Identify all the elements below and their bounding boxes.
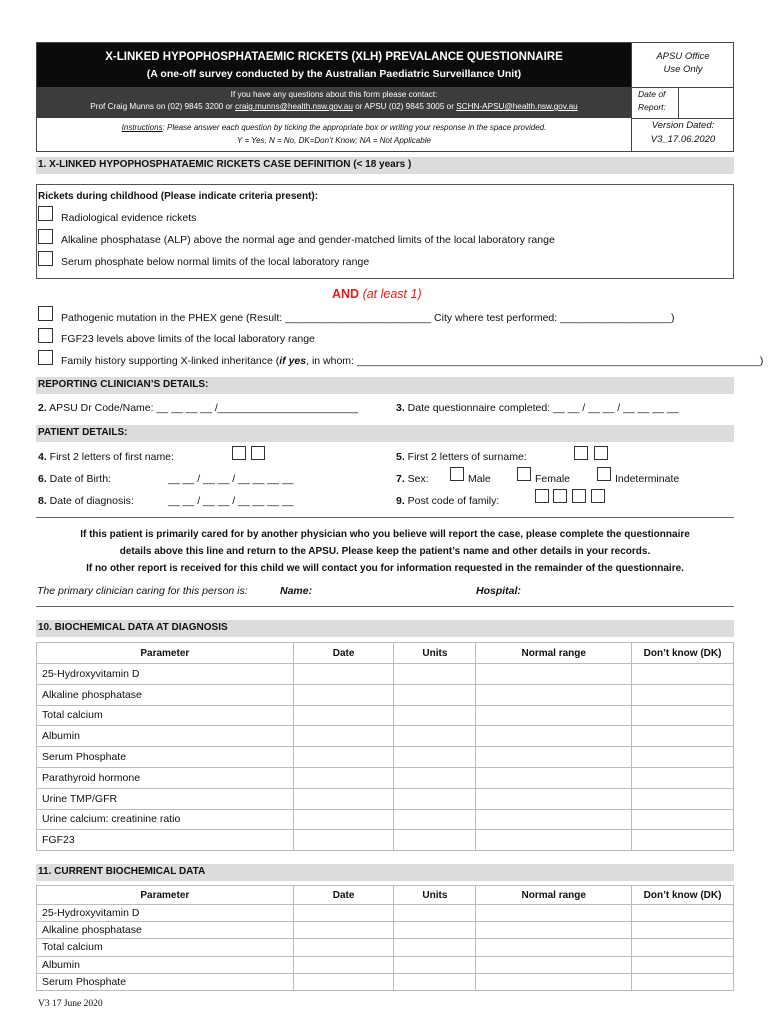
postcode-digit-4[interactable] (591, 489, 605, 503)
q5-number: 5. (396, 451, 405, 463)
col-normal-range: Normal range (476, 643, 632, 664)
form-title: X-LINKED HYPOPHOSPHATAEMIC RICKETS (XLH) PREVALANCE QUESTIONNAIRE (105, 51, 563, 63)
date-of-report-label (638, 89, 666, 112)
date-cell[interactable] (293, 956, 394, 973)
biochem-current-table (36, 885, 734, 991)
criteria-radiological-checkbox[interactable] (38, 206, 53, 221)
cut-line-bottom (36, 606, 734, 607)
parameter-cell: Serum Phosphate (37, 747, 294, 768)
sex-male-checkbox[interactable] (450, 467, 464, 481)
table-row (37, 726, 734, 747)
office-line-2: Use Only (663, 64, 703, 75)
units-cell[interactable] (394, 747, 476, 768)
normal-range-cell[interactable] (476, 705, 632, 726)
q8-label (38, 495, 134, 507)
notice-line-1: If this patient is primarily cared for by another physician who you believe will report the case, please complete the questionnaire (80, 529, 690, 540)
units-cell[interactable] (394, 922, 476, 939)
version-block (632, 120, 734, 145)
section-1-title: 1. X-LINKED HYPOPHOSPHATAEMIC RICKETS CASE DEFINITION (< 18 years ) (36, 157, 734, 174)
col-parameter: Parameter (37, 643, 294, 664)
notice-line-2: details above this line and return to the APSU. Please keep the patient’s name and other details in your records. (119, 546, 651, 557)
parameter-cell: 25-Hydroxyvitamin D (37, 664, 294, 685)
normal-range-cell[interactable] (476, 809, 632, 830)
table-row (37, 684, 734, 705)
units-cell[interactable] (394, 788, 476, 809)
date-cell[interactable] (293, 684, 394, 705)
units-cell[interactable] (394, 905, 476, 922)
notice-line-3: If no other report is received for this child we will contact you for information requested in the remainder of the questionnaire. (86, 563, 684, 574)
table-row (37, 705, 734, 726)
date-cell[interactable] (293, 767, 394, 788)
section-10-title: 10. BIOCHEMICAL DATA AT DIAGNOSIS (36, 620, 734, 637)
sex-male-label: Male (468, 473, 491, 485)
q9-number: 9. (396, 495, 405, 507)
parameter-cell: Total calcium (37, 705, 294, 726)
office-use-label (632, 51, 734, 75)
pathogenic-checkbox[interactable] (38, 306, 53, 321)
q5-label (396, 451, 527, 463)
cut-line-top (36, 517, 734, 518)
q7-text: Sex: (404, 473, 429, 485)
sex-female-label: Female (535, 473, 571, 485)
contact-prefix: Prof Craig Munns on (02) 9845 3200 or (90, 102, 236, 111)
and-at-least-label (332, 287, 422, 301)
q9-label (396, 495, 499, 507)
postcode-digit-3[interactable] (572, 489, 586, 503)
col-date: Date (293, 886, 394, 905)
form-subtitle: (A one-off survey conducted by the Australian Paediatric Surveillance Unit) (146, 68, 522, 80)
sex-female-checkbox[interactable] (517, 467, 531, 481)
date-cell[interactable] (293, 905, 394, 922)
units-cell[interactable] (394, 939, 476, 956)
date-of: Date of (638, 89, 666, 99)
parameter-cell: Serum Phosphate (37, 973, 294, 990)
col-normal-range: Normal range (476, 886, 632, 905)
col-units: Units (394, 886, 476, 905)
q7-number: 7. (396, 473, 405, 485)
sex-indeterminate-checkbox[interactable] (597, 467, 611, 481)
contact-email-munns[interactable]: craig.munns@health.nsw.gov.au (235, 102, 353, 111)
table-row (37, 922, 734, 939)
rickets-heading: Rickets during childhood (Please indicate criteria present): (38, 191, 319, 202)
patient-title: PATIENT DETAILS: (36, 425, 734, 442)
date-cell[interactable] (293, 939, 394, 956)
q8-text: Date of diagnosis: (46, 495, 134, 507)
dont-know-cell[interactable] (632, 788, 734, 809)
dont-know-cell[interactable] (632, 684, 734, 705)
normal-range-cell[interactable] (476, 684, 632, 705)
at-least-label: (at least 1) (359, 287, 422, 301)
units-cell[interactable] (394, 956, 476, 973)
q7-label (396, 473, 429, 485)
biochem-diagnosis-table (36, 642, 734, 851)
normal-range-cell[interactable] (476, 956, 632, 973)
parameter-cell: Parathyroid hormone (37, 767, 294, 788)
criteria-alp-checkbox[interactable] (38, 229, 53, 244)
dont-know-cell[interactable] (632, 830, 734, 851)
postcode-digit-1[interactable] (535, 489, 549, 503)
contact-block (37, 87, 631, 118)
col-parameter: Parameter (37, 886, 294, 905)
normal-range-cell[interactable] (476, 747, 632, 768)
primary-hospital-label: Hospital: (476, 585, 521, 597)
table-row (37, 747, 734, 768)
normal-range-cell[interactable] (476, 767, 632, 788)
q2-apsu-code[interactable] (38, 402, 358, 414)
normal-range-cell[interactable] (476, 922, 632, 939)
normal-range-cell[interactable] (476, 939, 632, 956)
first-name-letter-2[interactable] (251, 446, 265, 460)
date-cell[interactable] (293, 809, 394, 830)
units-cell[interactable] (394, 767, 476, 788)
answer-key: Y = Yes, N = No, DK=Don’t Know; NA = Not Applicable (237, 136, 431, 145)
q6-text: Date of Birth: (46, 473, 111, 485)
units-cell[interactable] (394, 664, 476, 685)
table-row (37, 788, 734, 809)
dont-know-cell[interactable] (632, 705, 734, 726)
diagnosis-date-field[interactable]: __ __ / __ __ / __ __ __ __ (168, 495, 294, 507)
reporting-title: REPORTING CLINICIAN’S DETAILS: (36, 377, 734, 394)
date-cell[interactable] (293, 726, 394, 747)
criteria-phosphate-label: Serum phosphate below normal limits of the local laboratory range (61, 256, 370, 268)
header-title-block (37, 43, 631, 87)
q6-number: 6. (38, 473, 47, 485)
table-row (37, 830, 734, 851)
pathogenic-label: Pathogenic mutation in the PHEX gene (Result: _________________________ City where test performed: ___________________) (61, 312, 675, 324)
dont-know-cell[interactable] (632, 809, 734, 830)
col-dont-know: Don’t know (DK) (632, 643, 734, 664)
dont-know-cell[interactable] (632, 664, 734, 685)
units-cell[interactable] (394, 973, 476, 990)
table-row (37, 664, 734, 685)
first-name-letter-1[interactable] (232, 446, 246, 460)
q8-number: 8. (38, 495, 47, 507)
fgf23-checkbox[interactable] (38, 328, 53, 343)
primary-name-label: Name: (280, 585, 313, 597)
parameter-cell: Alkaline phosphatase (37, 922, 294, 939)
section-11-title: 11. CURRENT BIOCHEMICAL DATA (36, 864, 734, 881)
instructions-text: : Please answer each question by ticking the appropriate box or writing your response in the space provided. (162, 123, 547, 132)
col-dont-know: Don’t know (DK) (632, 886, 734, 905)
parameter-cell: FGF23 (37, 830, 294, 851)
date-of-report-field[interactable] (679, 88, 733, 117)
q6-label (38, 473, 111, 485)
table-row (37, 956, 734, 973)
date-cell[interactable] (293, 830, 394, 851)
family-prefix: Family history supporting X-linked inheritance ( (61, 355, 280, 367)
contact-email-apsu[interactable]: SCHN-APSU@health.nsw.gov.au (456, 102, 578, 111)
normal-range-cell[interactable] (476, 973, 632, 990)
units-cell[interactable] (394, 705, 476, 726)
q2-number: 2. (38, 402, 47, 414)
dob-field[interactable]: __ __ / __ __ / __ __ __ __ (168, 473, 294, 485)
primary-clinician-label: The primary clinician caring for this person is: (37, 585, 248, 597)
surname-letter-2[interactable] (594, 446, 608, 460)
q4-number: 4. (38, 451, 47, 463)
q2-text: APSU Dr Code/Name: __ __ __ __ /________________________ (46, 402, 358, 414)
date-cell[interactable] (293, 788, 394, 809)
dont-know-cell[interactable] (632, 905, 734, 922)
family-suffix: , in whom: _____________________________________________________________________) (306, 355, 764, 367)
office-line-1: APSU Office (656, 51, 710, 62)
and-label: AND (332, 287, 360, 301)
q3-date-completed[interactable] (396, 402, 679, 414)
parameter-cell: Total calcium (37, 939, 294, 956)
q4-label (38, 451, 174, 463)
version-value: V3_17.06.2020 (650, 134, 716, 145)
normal-range-cell[interactable] (476, 830, 632, 851)
version-label: Version Dated: (651, 120, 715, 131)
parameter-cell: Urine TMP/GFR (37, 788, 294, 809)
footer-version: V3 17 June 2020 (38, 999, 103, 1009)
q4-text: First 2 letters of first name: (46, 451, 174, 463)
q9-text: Post code of family: (404, 495, 500, 507)
units-cell[interactable] (394, 830, 476, 851)
normal-range-cell[interactable] (476, 726, 632, 747)
units-cell[interactable] (394, 809, 476, 830)
report: Report: (638, 102, 666, 112)
col-units: Units (394, 643, 476, 664)
contact-line (37, 102, 631, 111)
table-header-row (37, 886, 734, 905)
table-row (37, 939, 734, 956)
table-header-row (37, 643, 734, 664)
header-hline-2 (631, 118, 734, 119)
normal-range-cell[interactable] (476, 664, 632, 685)
table-row (37, 767, 734, 788)
date-cell[interactable] (293, 664, 394, 685)
units-cell[interactable] (394, 684, 476, 705)
table-row (37, 973, 734, 990)
contact-middle: or APSU (02) 9845 3005 or (352, 102, 457, 111)
family-history-checkbox[interactable] (38, 350, 53, 365)
criteria-radiological-label: Radiological evidence rickets (61, 212, 197, 224)
date-cell[interactable] (293, 747, 394, 768)
postcode-digit-2[interactable] (553, 489, 567, 503)
criteria-alp-label: Alkaline phosphatase (ALP) above the normal age and gender-matched limits of the local laboratory range (61, 234, 555, 246)
parameter-cell: Albumin (37, 726, 294, 747)
criteria-phosphate-checkbox[interactable] (38, 251, 53, 266)
fgf23-label: FGF23 levels above limits of the local laboratory range (61, 333, 315, 345)
dont-know-cell[interactable] (632, 747, 734, 768)
dont-know-cell[interactable] (632, 956, 734, 973)
table-row (37, 905, 734, 922)
instructions-line (37, 123, 631, 132)
parameter-cell: 25-Hydroxyvitamin D (37, 905, 294, 922)
normal-range-cell[interactable] (476, 905, 632, 922)
notice-block (36, 526, 734, 577)
dont-know-cell[interactable] (632, 767, 734, 788)
parameter-cell: Alkaline phosphatase (37, 684, 294, 705)
dont-know-cell[interactable] (632, 973, 734, 990)
contact-intro: If you have any questions about this form please contact: (230, 90, 438, 99)
parameter-cell: Urine calcium: creatinine ratio (37, 809, 294, 830)
dont-know-cell[interactable] (632, 726, 734, 747)
dont-know-cell[interactable] (632, 939, 734, 956)
q3-text: Date questionnaire completed: __ __ / __ __ / __ __ __ __ (404, 402, 679, 414)
table-row (37, 809, 734, 830)
surname-letter-1[interactable] (574, 446, 588, 460)
col-date: Date (293, 643, 394, 664)
q5-text: First 2 letters of surname: (404, 451, 527, 463)
family-if-yes: if yes (279, 355, 307, 367)
dont-know-cell[interactable] (632, 922, 734, 939)
instructions-block (37, 118, 631, 151)
parameter-cell: Albumin (37, 956, 294, 973)
date-cell[interactable] (293, 973, 394, 990)
family-history-label (61, 355, 763, 367)
instructions-label: Instructions (121, 123, 163, 132)
date-cell[interactable] (293, 705, 394, 726)
sex-indeterminate-label: Indeterminate (615, 473, 680, 485)
date-cell[interactable] (293, 922, 394, 939)
normal-range-cell[interactable] (476, 788, 632, 809)
units-cell[interactable] (394, 726, 476, 747)
q3-number: 3. (396, 402, 405, 414)
